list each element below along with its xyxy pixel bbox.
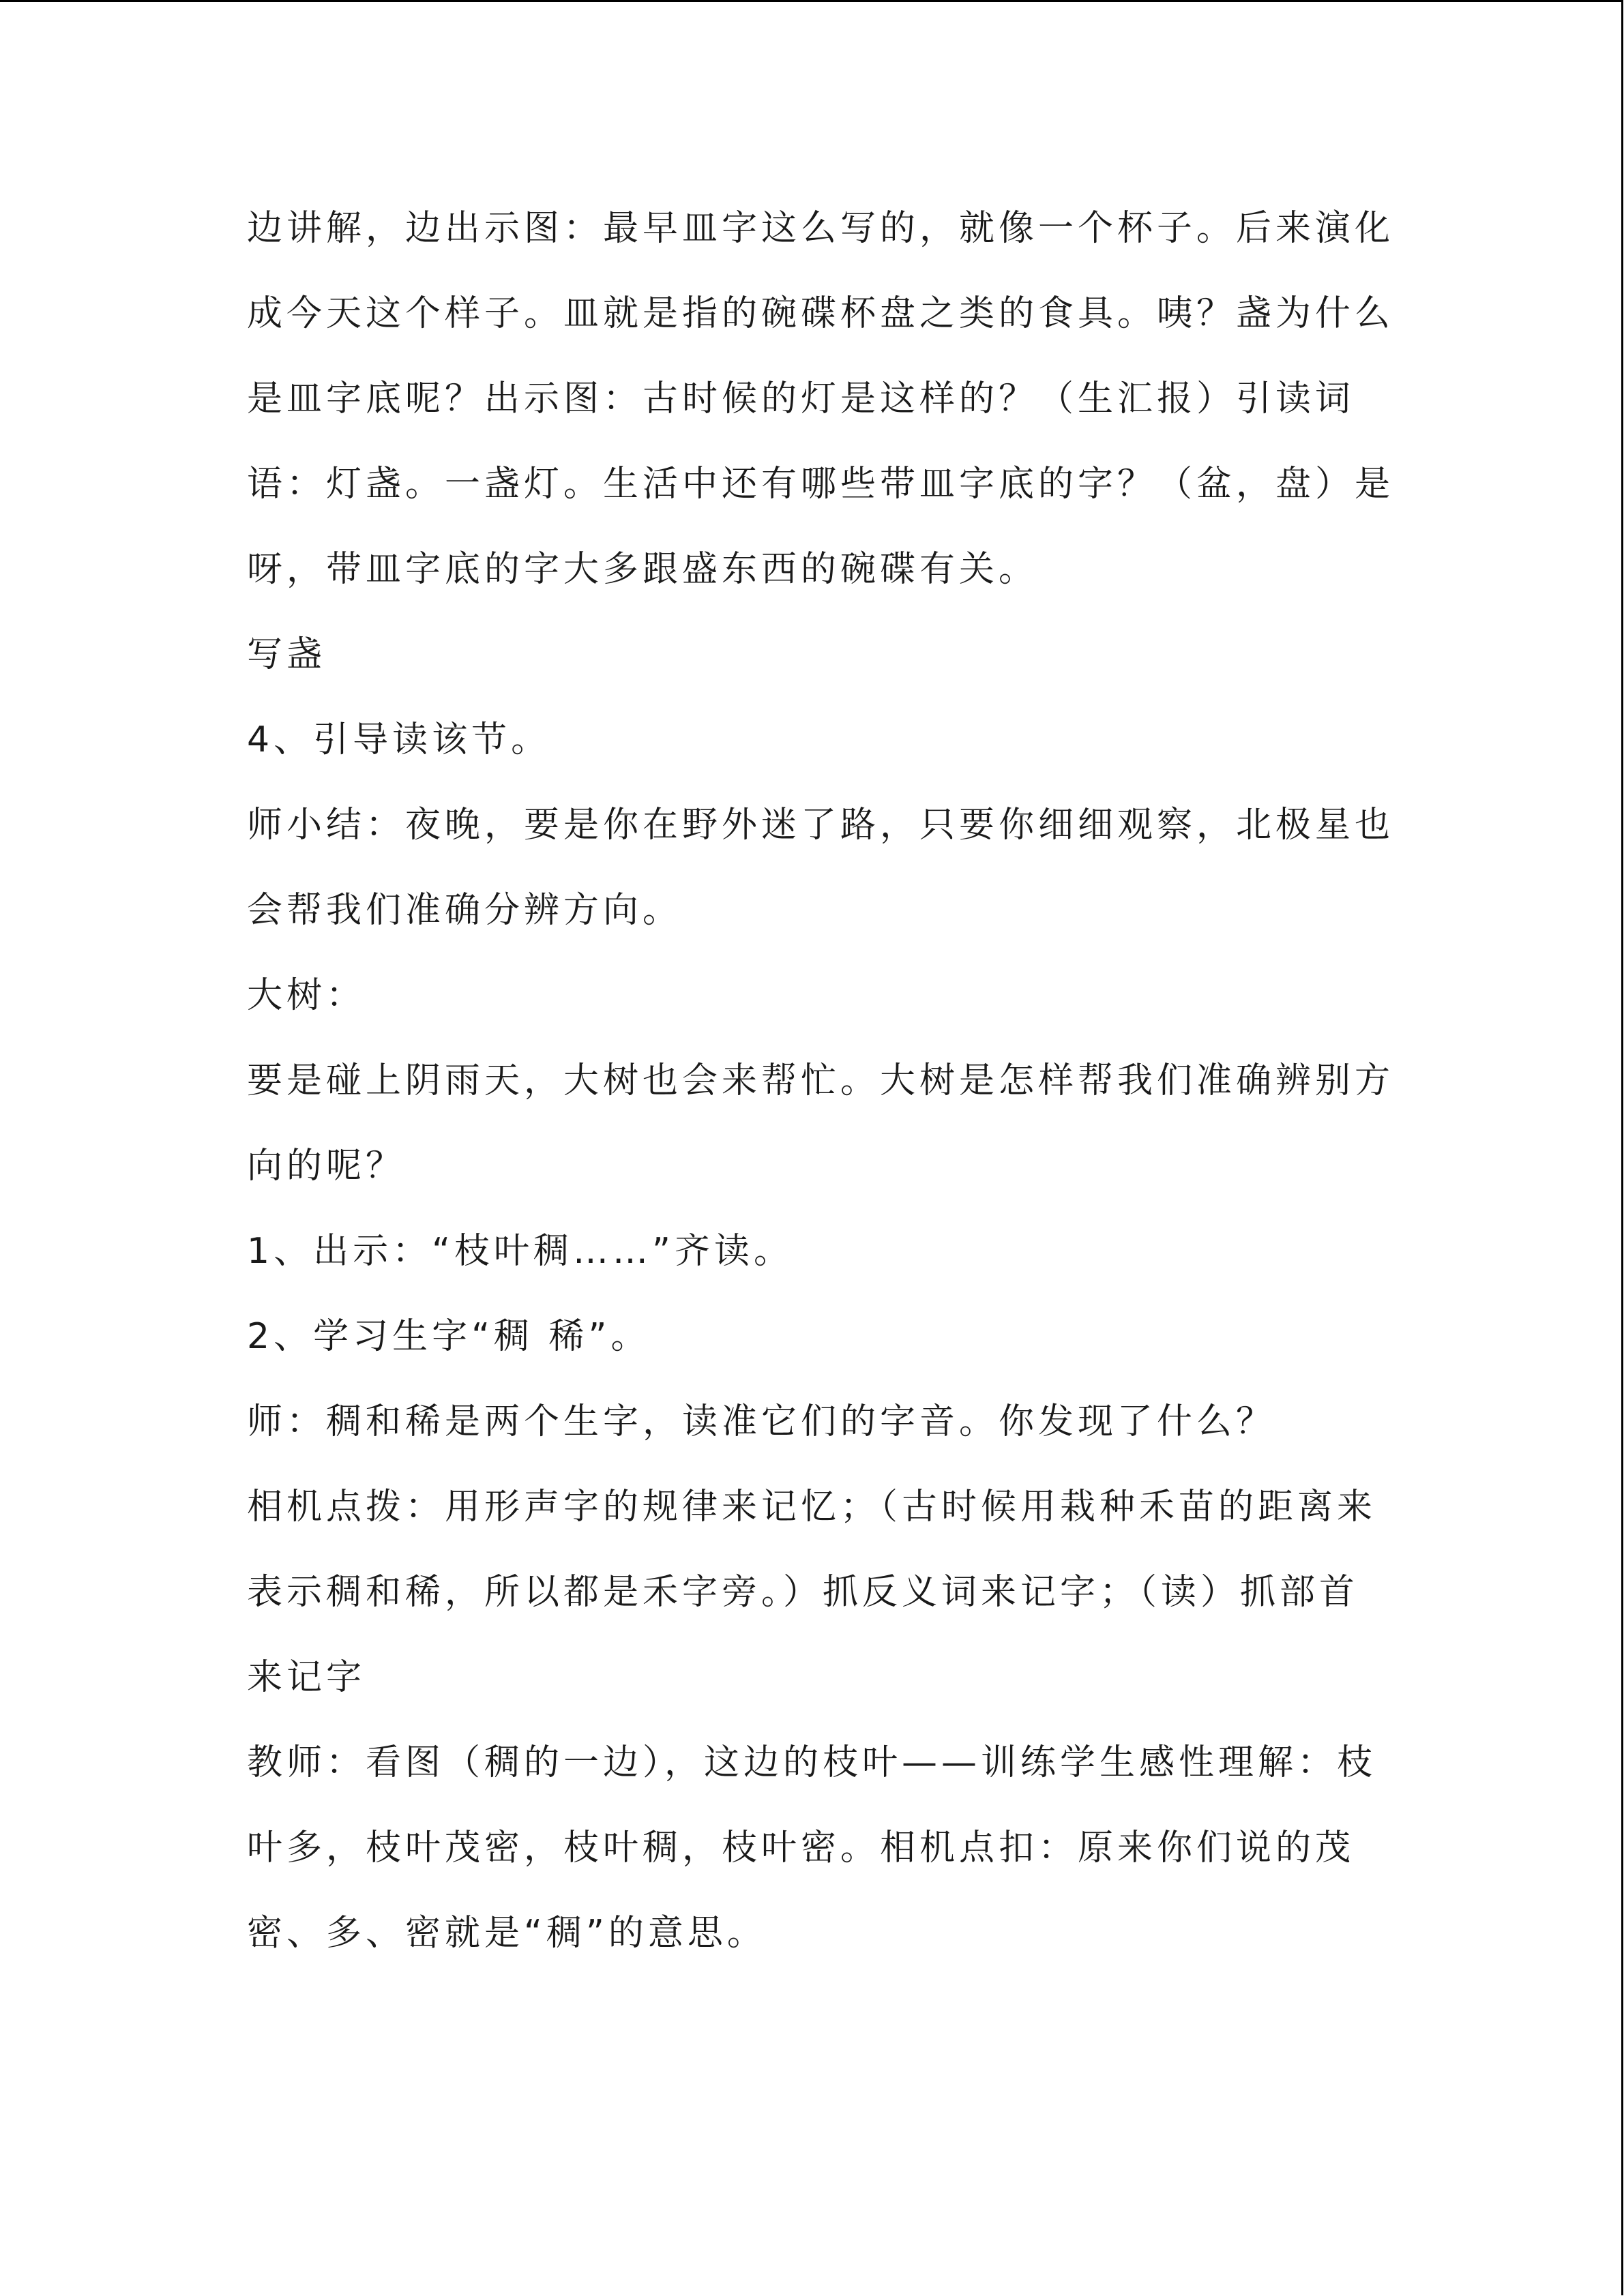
text-line-8: 师小结：夜晚，要是你在野外迷了路，只要你细细观察，北极星也 (247, 805, 1395, 846)
text-line-15: 师：稠和稀是两个生字，读准它们的字音。你发现了什么？ (247, 1401, 1276, 1442)
text-line-13: 1、出示：“枝叶稠……”齐读。 (247, 1231, 793, 1272)
text-line-1: 边讲解，边出示图：最早皿字这么写的，就像一个杯子。后来演化 (247, 208, 1395, 249)
text-line-3: 是皿字底呢？出示图：古时候的灯是这样的？（生汇报）引读词 (247, 378, 1355, 419)
text-line-4: 语：灯盏。一盏灯。生活中还有哪些带皿字底的字？（盆，盘）是 (247, 464, 1395, 505)
text-line-18: 来记字 (247, 1657, 366, 1698)
text-line-9: 会帮我们准确分辨方向。 (247, 890, 683, 931)
text-line-11: 要是碰上阴雨天，大树也会来帮忙。大树是怎样帮我们准确辨别方 (247, 1060, 1395, 1101)
text-line-5: 呀，带皿字底的字大多跟盛东西的碗碟有关。 (247, 549, 1039, 590)
text-line-12: 向的呢？ (247, 1146, 406, 1187)
text-line-19: 教师：看图（稠的一边），这边的枝叶——训练学生感性理解：枝 (247, 1742, 1377, 1783)
text-line-16: 相机点拨：用形声字的规律来记忆；（古时候用栽种禾苗的距离来 (247, 1487, 1377, 1527)
text-line-2: 成今天这个样子。皿就是指的碗碟杯盘之类的食具。咦？盏为什么 (247, 293, 1395, 334)
text-line-6: 写盏 (247, 634, 327, 675)
text-line-20: 叶多，枝叶茂密，枝叶稠，枝叶密。相机点扣：原来你们说的茂 (247, 1828, 1355, 1868)
text-line-21: 密、多、密就是“稠”的意思。 (247, 1913, 767, 1954)
text-line-14: 2、学习生字“稠 稀”。 (247, 1316, 651, 1357)
text-line-7: 4、引导读该节。 (247, 719, 551, 760)
text-line-17: 表示稠和稀，所以都是禾字旁。）抓反义词来记字；（读）抓部首 (247, 1572, 1359, 1613)
text-line-10: 大树： (247, 975, 366, 1016)
